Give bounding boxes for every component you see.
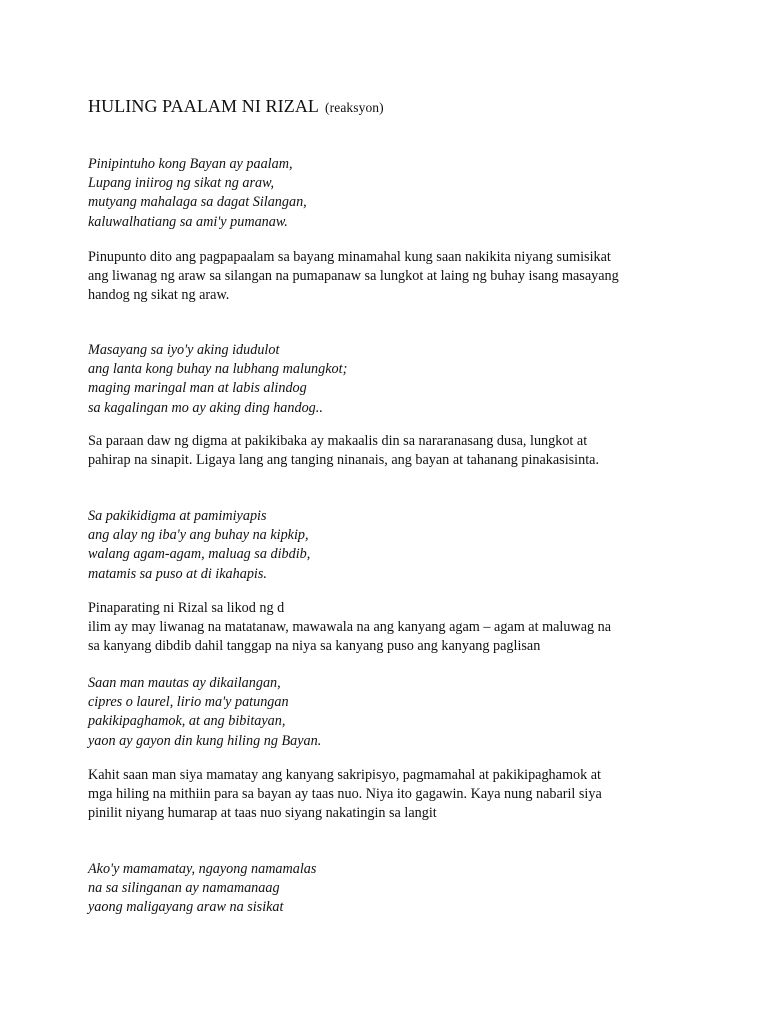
prose-line: mga hiling na mithiin para sa bayan ay taas nuo. Niya ito gagawin. Kaya nung nabaril siya bbox=[88, 786, 602, 803]
reaction-paragraph-4 bbox=[88, 766, 688, 824]
prose-line: Pinupunto dito ang pagpapaalam sa bayang minamahal kung saan nakikita niyang sumisikat bbox=[88, 249, 611, 265]
verse-line: yaon ay gayon din kung hiling ng Bayan. bbox=[88, 732, 322, 749]
title-text: HULING PAALAM NI RIZAL bbox=[88, 96, 320, 116]
verse-line: walang agam-agam, maluag sa dibdib, bbox=[88, 546, 311, 563]
verse-line: Masayang sa iyo'y aking idudulot bbox=[88, 342, 280, 358]
verse-stanza-1 bbox=[88, 155, 688, 232]
verse-stanza-5 bbox=[88, 860, 688, 918]
reaction-paragraph-1 bbox=[88, 248, 688, 306]
verse-line: maging maringal man at labis alindog bbox=[88, 380, 307, 397]
verse-line: na sa silinganan ay namamanaag bbox=[88, 880, 280, 897]
prose-line: sa kanyang dibdib dahil tanggap na niya sa kanyang puso ang kanyang paglisan bbox=[88, 638, 541, 655]
verse-line: Sa pakikidigma at pamimiyapis bbox=[88, 508, 267, 524]
verse-stanza-3 bbox=[88, 507, 688, 584]
prose-line: Pinaparating ni Rizal sa likod ng d bbox=[88, 600, 285, 616]
title-subtitle: (reaksyon) bbox=[325, 100, 384, 115]
page-title bbox=[88, 96, 384, 117]
verse-line: matamis sa puso at di ikahapis. bbox=[88, 565, 267, 582]
verse-line: Pinipintuho kong Bayan ay paalam, bbox=[88, 156, 293, 172]
prose-line: handog ng sikat ng araw. bbox=[88, 287, 230, 304]
verse-line: pakikipaghamok, at ang bibitayan, bbox=[88, 713, 286, 730]
verse-stanza-2 bbox=[88, 341, 688, 418]
verse-line: ang alay ng iba'y ang buhay na kipkip, bbox=[88, 527, 309, 544]
verse-line: yaong maligayang araw na sisikat bbox=[88, 899, 284, 916]
verse-line: cipres o laurel, lirio ma'y patungan bbox=[88, 694, 289, 711]
verse-line: Lupang iniirog ng sikat ng araw, bbox=[88, 175, 275, 192]
prose-line: Kahit saan man siya mamatay ang kanyang sakripisyo, pagmamahal at pakikipaghamok at bbox=[88, 767, 601, 783]
prose-line: pinilit niyang humarap at taas nuo siyang nakatingin sa langit bbox=[88, 805, 437, 822]
prose-line: pahirap na sinapit. Ligaya lang ang tanging ninanais, ang bayan at tahanang pinakasisinta. bbox=[88, 452, 599, 469]
reaction-paragraph-3 bbox=[88, 599, 688, 657]
prose-line: ilim ay may liwanag na matatanaw, mawawala na ang kanyang agam – agam at maluwag na bbox=[88, 619, 612, 636]
prose-line: ang liwanag ng araw sa silangan na pumapanaw sa lungkot at laing ng buhay isang masayang bbox=[88, 268, 619, 285]
verse-line: sa kagalingan mo ay aking ding handog.. bbox=[88, 399, 323, 416]
reaction-paragraph-2 bbox=[88, 432, 688, 470]
prose-line: Sa paraan daw ng digma at pakikibaka ay makaalis din sa nararanasang dusa, lungkot at bbox=[88, 433, 588, 449]
verse-line: ang lanta kong buhay na lubhang malungkot; bbox=[88, 361, 348, 378]
verse-line: mutyang mahalaga sa dagat Silangan, bbox=[88, 194, 307, 211]
verse-stanza-4 bbox=[88, 674, 688, 751]
verse-line: Ako'y mamamatay, ngayong namamalas bbox=[88, 861, 317, 877]
verse-line: kaluwalhatiang sa ami'y pumanaw. bbox=[88, 213, 288, 230]
verse-line: Saan man mautas ay dikailangan, bbox=[88, 675, 281, 691]
